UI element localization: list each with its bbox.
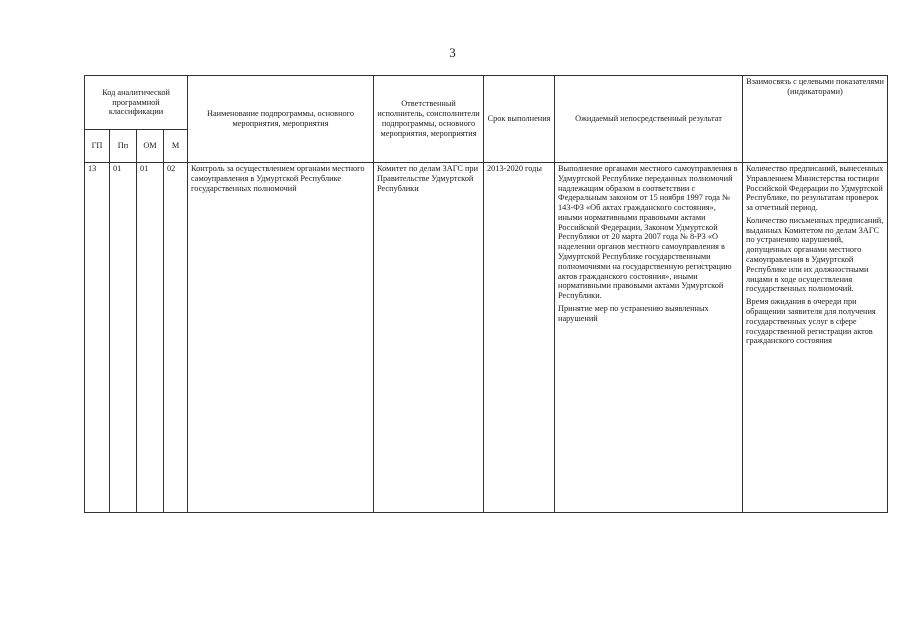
result-paragraph: Принятие мер по устранению выявленных нарушений [558, 303, 709, 323]
cell-term: 2013-2020 годы [484, 163, 555, 513]
header-om: ОМ [137, 130, 164, 163]
header-result: Ожидаемый непосредственный результат [555, 76, 743, 163]
cell-indicators [743, 163, 888, 513]
indicator-paragraph: Время ожидания в очереди при обращении заявителя для получения государственных услуг в сфере государственной регистрации актов гражданского состояния [746, 297, 876, 346]
page-number: 3 [449, 45, 456, 60]
cell-name: Контроль за осуществлением органами местного самоуправления в Удмуртской Республике государственных полномочий [188, 163, 374, 513]
header-pp: Пп [110, 130, 137, 163]
result-paragraph: Выполнение органами местного самоуправления в Удмуртской Республике переданных полномочий надлежащим образом в соответствии с Федеральным законом от 15 ноября 1997 года № 143-ФЗ «Об актах гражданского состояния», иными нормативными правовыми актами Российской Федерации, Законом Удмуртской Республики от 20 марта 2007 года № 8-РЗ «О наделении органов местного самоуправления в Удмуртской Республике государственными полномочиями на государственную регистрацию актов гражданского состояния», иными нормативными правовыми актами Удмуртской Республики. [558, 164, 738, 301]
header-name: Наименование подпрограммы, основного мероприятия, мероприятия [188, 76, 374, 163]
program-table [84, 75, 888, 513]
header-row [85, 76, 888, 130]
cell-executor: Комитет по делам ЗАГС при Правительстве Удмуртской Республики [374, 163, 484, 513]
cell-m: 02 [164, 163, 188, 513]
cell-pp: 01 [110, 163, 137, 513]
header-indicators: Взаимосвязь с целевыми показателями (индикаторами) [743, 76, 888, 163]
header-code-group: Код аналитической программной классификации [85, 76, 188, 130]
header-term: Срок выполнения [484, 76, 555, 163]
cell-om: 01 [137, 163, 164, 513]
table-row [85, 163, 888, 513]
indicator-paragraph: Количество письменных предписаний, выданных Комитетом по делам ЗАГС по устранению нарушений, допущенных органами местного самоуправления в Удмуртской Республике или их должностными лицами в ходе осуществления государственных полномочий. [746, 215, 884, 294]
header-executor: Ответственный исполнитель, соисполнители подпрограммы, основного мероприятия, мероприятия [374, 76, 484, 163]
header-m: М [164, 130, 188, 163]
cell-result [555, 163, 743, 513]
cell-gp: 13 [85, 163, 110, 513]
indicator-paragraph: Количество предписаний, вынесенных Управлением Министерства юстиции Российской Федерации по Удмуртской Республике, по результатам проверок за отчетный период. [746, 164, 884, 213]
header-gp: ГП [85, 130, 110, 163]
